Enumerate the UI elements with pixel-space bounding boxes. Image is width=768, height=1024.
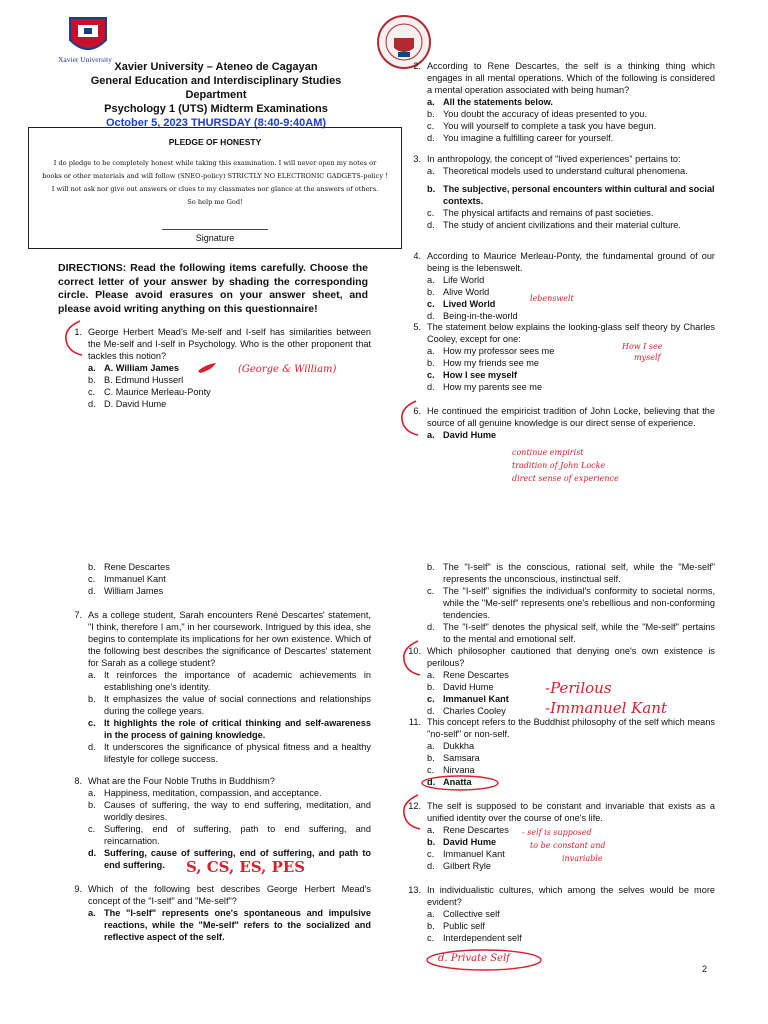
option-b[interactable]: b. Alive World [427,287,490,297]
question-number: 5. [413,322,421,332]
question-stem: As a college student, Sarah encounters René Descartes' statement, "I think, therefore I am," in her coursework. Intrigued by this idea, she begins to contemplate its implications for her own existence. Which of the following best describes the significance of Descartes' statement for Sarah as a college student? [88,610,371,668]
option-d[interactable]: d. Being-in-the-world [427,311,518,321]
question-number: 2. [413,61,421,71]
logo-caption: Xavier University [58,55,112,64]
question-8 [66,775,371,871]
option-a[interactable]: a. The "I-self" represents one's spontaneous and impulsive reactions, while the "Me-self" refers to the socialized and reflective aspect of the self. [88,908,371,942]
exam-title: Psychology 1 (UTS) Midterm Examinations [104,103,328,115]
pledge-text [37,157,393,209]
option-b[interactable]: b. Rene Descartes [88,562,170,572]
question-number: 1. [74,327,82,337]
question-number: 6. [413,406,421,416]
option-a[interactable]: a. A. William James [88,363,179,373]
question-2 [405,60,715,144]
question-7 [66,609,371,765]
option-b[interactable]: b. David Hume [427,837,497,847]
pledge-line: I will not ask nor give out answers or clues to my classmates nor glance at the answers of others. [51,185,379,193]
option-b[interactable]: b. B. Edmund Husserl [88,375,184,385]
question-number: 8. [74,776,82,786]
question-stem: Which of the following best describes George Herbert Mead's concept of the "I-self" and "Me-self"? [88,884,371,906]
option-b[interactable]: b. You doubt the accuracy of ideas presented to you. [427,109,647,119]
option-c[interactable]: c. Immanuel Kant [427,694,509,704]
option-a[interactable]: a. All the statements below. [427,97,553,107]
handwritten-note: How I see myself [622,342,663,362]
option-d[interactable]: d. William James [88,586,164,596]
question-stem: This concept refers to the Buddhist philosophy of the self which means "no-self" or non-self. [427,717,715,739]
option-c[interactable]: c. How I see myself [427,370,518,380]
answer-bracket [60,318,90,360]
option-d[interactable]: d. The study of ancient civilizations and their material culture. [427,220,681,230]
answer-bracket [396,398,426,440]
question-6 [405,405,715,441]
pledge-title: PLEDGE OF HONESTY [168,137,262,147]
option-d[interactable]: d. It underscores the significance of physical fitness and a healthy lifestyle for college success. [88,742,371,764]
signature-line [162,229,268,230]
option-b[interactable]: b. Samsara [427,753,480,763]
question-number: 11. [408,717,421,727]
question-stem: According to Rene Descartes, the self is a thinking thing which engages in all mental operations. Which of the following is considered a mental operation associated with being human? [427,61,715,95]
option-d[interactable]: d. How my parents see me [427,382,543,392]
option-c[interactable]: c. C. Maurice Merleau-Ponty [88,387,211,397]
option-c[interactable]: c. Immanuel Kant [88,574,166,584]
option-a[interactable]: a. Happiness, meditation, compassion, and acceptance. [88,788,322,798]
option-d[interactable]: d. You imagine a fulfilling career for yourself. [427,133,614,143]
exam-date: October 5, 2023 THURSDAY (8:40-9:40AM) [105,117,327,129]
option-c[interactable]: c. You will yourself to complete a task you have begun. [427,121,657,131]
option-c[interactable]: c. The "I-self" signifies the individual's conformity to societal norms, while the "Me-self" represents one's rebellious and non-conforming tendencies. [427,586,715,620]
question-stem: What are the Four Noble Truths in Buddhism? [88,776,275,786]
option-b[interactable]: b. It emphasizes the value of social connections and relationships during the college years. [88,694,371,716]
option-c[interactable]: c. Interdependent self [427,933,522,943]
question-stem: In anthropology, the concept of "lived experiences" pertains to: [427,154,681,164]
option-c[interactable]: c. Lived World [427,299,496,309]
question-stem: In individualistic cultures, which among the selves would be more evident? [427,885,715,907]
answer-mark [196,362,218,376]
handwritten-note: S, CS, ES, PES [186,858,306,876]
directions: DIRECTIONS: Read the following items carefully. Choose the correct letter of your answer by shading the corresponding circle. Please avoid erasures on your answer sheet, and please avoid writing anything on this questionnaire! [58,262,368,315]
page-number: 2 [702,964,708,974]
option-c[interactable]: c. Immanuel Kant [427,849,505,859]
option-d[interactable]: d. D. David Hume [88,399,167,409]
pledge-line: I do pledge to be completely honest while taking this examination. I will never open my notes or [53,159,377,167]
handwritten-note: (George & William) [238,364,337,375]
question-number: 13. [408,885,421,895]
answer-bracket [398,638,428,680]
option-a[interactable]: a. Life World [427,275,485,285]
option-d[interactable]: d. Anatta [427,777,472,787]
answer-circle [420,774,500,794]
question-number: 4. [413,251,421,261]
question-6-continued [66,561,371,597]
institution-name: Xavier University – Ateneo de Cagayan [114,61,318,73]
question-number: 3. [413,154,421,164]
question-5 [405,321,715,393]
option-a[interactable]: a. Collective self [427,909,500,919]
option-b[interactable]: b. Public self [427,921,485,931]
question-stem: The self is supposed to be constant and invariable that exists as a unified identity over the course of one's life. [427,801,715,823]
option-a[interactable]: a. Dukkha [427,741,475,751]
option-c[interactable]: c. The physical artifacts and remains of past societies. [427,208,654,218]
department-name: General Education and Interdisciplinary Studies Department [90,75,342,101]
question-number: 9. [74,884,82,894]
question-stem: According to Maurice Merleau-Ponty, the fundamental ground of our being is the lebenswelt. [427,251,715,273]
pledge-line: books or other materials and will follow (SNEO-policy) STRICTLY NO ELECTRONIC GADGETS-policy ! [42,172,388,180]
question-number: 10. [408,646,421,656]
question-4 [405,250,715,322]
option-d[interactable]: d. Suffering, cause of suffering, end of suffering, and path to end suffering. [88,848,371,870]
handwritten-note: continue empirist tradition of John Locke direct sense of experience [512,448,619,483]
option-b[interactable]: b. David Hume [427,682,494,692]
question-9 [66,883,371,943]
option-b[interactable]: b. How my friends see me [427,358,539,368]
option-a[interactable]: a. Theoretical models used to understand cultural phenomena. [427,166,688,176]
question-3 [405,153,715,231]
option-c[interactable]: c. Suffering, end of suffering, path to end suffering, and reincarnation. [88,824,371,846]
handwritten-note: -Perilous -Immanuel Kant [545,679,667,717]
signature-label: Signature [195,233,235,243]
answer-bracket [398,792,428,834]
option-b[interactable]: b. The "I-self" is the conscious, rational self, while the "Me-self" represents the unconscious, instinctual self. [427,562,715,584]
option-b[interactable]: b. Causes of suffering, the way to end suffering, meditation, and worldly desires. [88,800,371,822]
option-a[interactable]: a. Rene Descartes [427,825,509,835]
question-13 [405,884,715,944]
option-d[interactable]: d. Charles Cooley [427,706,506,716]
option-a[interactable]: a. David Hume [427,430,497,440]
question-stem: He continued the empiricist tradition of John Locke, believing that the source of all genuine knowledge is our direct sense of experience. [427,406,715,428]
option-c[interactable]: c. It highlights the role of critical thinking and self-awareness in the process of gaining knowledge. [88,718,371,740]
handwritten-note: - self is supposed to be constant and invariable [522,828,606,863]
pledge-box [28,127,402,249]
pledge-line: So help me God! [187,198,243,206]
question-9-continued [405,561,715,645]
option-d[interactable]: d. The "I-self" denotes the physical self, while the "Me-self" pertains to the mental and emotional self. [427,622,715,644]
question-number: 12. [408,801,421,811]
option-d[interactable]: d. Gilbert Ryle [427,861,491,871]
question-stem: George Herbert Mead’s Me-self and I-self has similarities between the Me-self and I-self in Psychology. Who is the other proponent that tackles this notion? [88,327,371,361]
question-number: 7. [74,610,82,620]
handwritten-note: d. Private Self [438,953,510,964]
question-stem: The statement below explains the looking-glass self theory by Charles Cooley, except for one: [427,322,715,344]
option-a[interactable]: a. How my professor sees me [427,346,555,356]
question-stem: Which philosopher cautioned that denying one's own existence is perilous? [427,646,715,668]
option-c[interactable]: c. Nirvana [427,765,475,775]
handwritten-note: lebenswelt [530,294,574,303]
option-a[interactable]: a. It reinforces the importance of academic achievements in establishing one's identity. [88,670,371,692]
option-b[interactable]: b. The subjective, personal encounters within cultural and social contexts. [427,184,715,206]
option-a[interactable]: a. Rene Descartes [427,670,509,680]
